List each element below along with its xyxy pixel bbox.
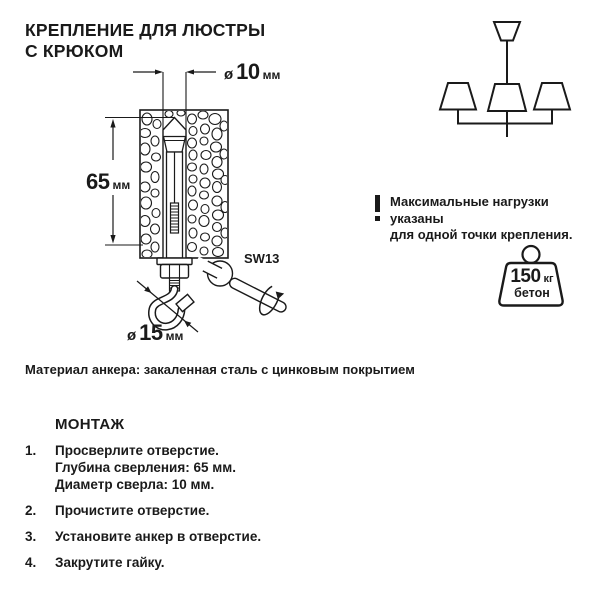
chandelier-shade-middle [488,84,526,111]
warning-note [390,194,600,244]
wrench-size-label: SW13 [244,251,280,266]
chandelier-shade-right [534,83,570,110]
exclamation-icon [375,195,381,223]
drill-depth-label: 65 мм [86,169,131,194]
step-line: Закрутите гайку. [55,555,165,570]
installation-heading: МОНТАЖ [55,416,125,433]
step-line: Диаметр сверла: 10 мм. [55,477,215,492]
diameter-symbol: ø [127,327,137,344]
step-line: Глубина сверления: 65 мм. [55,460,236,475]
installation-steps [25,442,455,580]
max-load-label [494,266,570,300]
anchor-diagram [85,60,310,350]
chandelier-icon [435,15,580,140]
chandelier-shade-left [440,83,476,110]
washer [157,258,192,265]
page-title [25,20,265,62]
max-load-value: 150 [510,266,541,287]
step-1 [25,442,455,493]
hook-diameter-label: ø 15 мм [127,320,184,345]
step-line: Просверлите отверстие. [55,443,219,458]
step-3 [25,528,455,545]
step-number: 2. [25,503,37,518]
step-text [55,554,165,571]
diameter-symbol: ø [224,66,234,83]
concrete-block [140,110,230,258]
max-load-unit: кг [543,273,554,285]
step-text [55,442,236,493]
expansion-cone [164,137,186,153]
page-title-line1: КРЕПЛЕНИЕ ДЛЯ ЛЮСТРЫ [25,20,266,40]
warning-line1: Максимальные нагрузки указаны [390,194,549,226]
step-4 [25,554,455,571]
chandelier-canopy [494,22,520,41]
page-title-line2: С КРЮКОМ [25,41,124,61]
step-number: 1. [25,443,37,458]
step-text [55,502,209,519]
base-material-label: бетон [514,286,550,300]
step-number: 4. [25,555,37,570]
warning-line2: для одной точки крепления. [390,227,573,242]
hex-nut [161,265,189,279]
weight-handle [523,246,540,263]
hole-diameter-label: ø 10 мм [224,59,281,84]
step-text [55,528,261,545]
step-line: Прочистите отверстие. [55,503,210,518]
step-2 [25,502,455,519]
step-line: Установите анкер в отверстие. [55,529,262,544]
material-note: Материал анкера: закаленная сталь с цинковым покрытием [25,362,415,377]
step-number: 3. [25,529,37,544]
